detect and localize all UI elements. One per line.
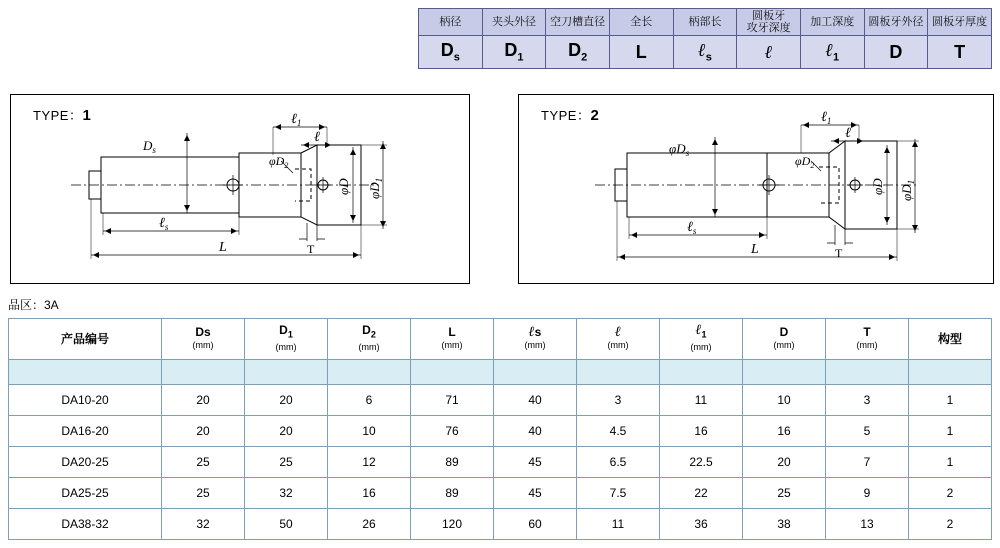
table-row[interactable] [9, 447, 992, 478]
spacer-cell [577, 360, 660, 385]
legend-header-row [419, 9, 992, 36]
col-d2: $D_2$ (mm) [328, 319, 411, 360]
dim-label-phid1: $\varphi D_1$ [899, 179, 916, 201]
legend-symbol-ell1: ℓ$_1$ [800, 36, 864, 69]
legend-symbol-ls: ℓ$_s$ [673, 36, 737, 69]
cell-type: 1 [909, 416, 992, 447]
col-product-code: 产品编号 [9, 319, 162, 360]
dim-label-phids: $\varphi D_s$ [669, 141, 690, 158]
cell-t: 9 [826, 478, 909, 509]
legend-header-chuck-od: 夹头外径 [482, 9, 546, 36]
col-ell1: ℓ$_1$ (mm) [660, 319, 743, 360]
cell-d1: 20 [245, 416, 328, 447]
cell-d: 16 [743, 416, 826, 447]
legend-symbol-d1: $D_1$ [482, 36, 546, 69]
spacer-cell [9, 360, 162, 385]
cell-ls: 40 [494, 416, 577, 447]
legend-header-machining-depth: 加工深度 [800, 9, 864, 36]
dim-label-l: ℓ [845, 126, 851, 141]
cell-product-code: DA38-32 [9, 509, 162, 540]
cell-ls: 40 [494, 385, 577, 416]
col-d1: $D_1$ (mm) [245, 319, 328, 360]
col-type: 构型 [909, 319, 992, 360]
cell-ell: 4.5 [577, 416, 660, 447]
dim-label-l: ℓ [314, 130, 320, 145]
cell-ell: 7.5 [577, 478, 660, 509]
cell-product-code: DA10-20 [9, 385, 162, 416]
product-zone-caption: 品区：3A [8, 298, 59, 312]
panel-title-type2: TYPE：2 [541, 107, 600, 124]
cell-ell: 6.5 [577, 447, 660, 478]
cell-l: 89 [411, 478, 494, 509]
dim-label-phid2: $\varphi D_2$ [269, 154, 289, 170]
cell-product-code: DA16-20 [9, 416, 162, 447]
spacer-cell [494, 360, 577, 385]
cell-d1: 20 [245, 385, 328, 416]
spacer-cell [826, 360, 909, 385]
table-row[interactable] [9, 416, 992, 447]
legend-table [418, 8, 992, 69]
legend-header-shank-dia: 柄径 [419, 9, 483, 36]
cell-type: 2 [909, 478, 992, 509]
dim-label-T: T [835, 246, 843, 260]
col-ls: ℓs (mm) [494, 319, 577, 360]
cell-d2: 6 [328, 385, 411, 416]
cell-l: 89 [411, 447, 494, 478]
dim-label-L: L [219, 240, 227, 255]
spacer-cell [328, 360, 411, 385]
dim-label-phid: φD [870, 178, 885, 195]
dim-label-phid2: $\varphi D_2$ [795, 154, 815, 170]
table-row[interactable] [9, 385, 992, 416]
dim-label-l1: ℓ$_1$ [291, 112, 302, 128]
dim-label-phid: φD [336, 178, 351, 195]
legend-symbol-row [419, 36, 992, 69]
legend-header-relief-dia: 空刀槽直径 [546, 9, 610, 36]
legend-symbol-ell: ℓ [737, 36, 801, 69]
cell-ds: 32 [162, 509, 245, 540]
cell-d1: 50 [245, 509, 328, 540]
cell-l: 76 [411, 416, 494, 447]
panel-title-type1: TYPE：1 [33, 107, 92, 124]
cell-l: 71 [411, 385, 494, 416]
spacer-cell [660, 360, 743, 385]
dim-label-L: L [751, 242, 759, 257]
col-ell: ℓ (mm) [577, 319, 660, 360]
cell-t: 13 [826, 509, 909, 540]
cell-type: 2 [909, 509, 992, 540]
dim-label-ls: ℓ$_s$ [687, 220, 697, 236]
spacer-cell [245, 360, 328, 385]
dim-label-ls: ℓ$_s$ [159, 216, 169, 232]
dim-label-T: T [307, 242, 315, 256]
spacer-cell [743, 360, 826, 385]
table-spacer-row [9, 360, 992, 385]
cell-t: 7 [826, 447, 909, 478]
cell-ls: 45 [494, 447, 577, 478]
drawing-panel-type1 [10, 94, 470, 284]
legend-symbol-d2: $D_2$ [546, 36, 610, 69]
cell-ell: 3 [577, 385, 660, 416]
legend-header-total-length: 全长 [609, 9, 673, 36]
specification-table [8, 318, 992, 540]
cell-type: 1 [909, 385, 992, 416]
cell-d: 38 [743, 509, 826, 540]
dim-label-l1: ℓ$_1$ [821, 110, 832, 126]
cell-d2: 26 [328, 509, 411, 540]
cell-type: 1 [909, 447, 992, 478]
legend-header-die-thread-depth: 圆板牙 攻牙深度 [737, 9, 801, 36]
cell-ell1: 36 [660, 509, 743, 540]
legend-symbol-d: D [864, 36, 928, 69]
cell-d: 25 [743, 478, 826, 509]
cell-d2: 10 [328, 416, 411, 447]
table-header-row [9, 319, 992, 360]
dim-label-phid1: $\varphi D_1$ [367, 177, 384, 199]
cell-ell1: 22 [660, 478, 743, 509]
drawing-type2 [519, 95, 993, 283]
col-ds: Ds (mm) [162, 319, 245, 360]
legend-header-die-od: 圆板牙外径 [864, 9, 928, 36]
cell-ls: 60 [494, 509, 577, 540]
cell-ell1: 22.5 [660, 447, 743, 478]
cell-l: 120 [411, 509, 494, 540]
spacer-cell [162, 360, 245, 385]
legend-symbol-l: L [609, 36, 673, 69]
cell-d2: 16 [328, 478, 411, 509]
legend-header-die-thickness: 圆板牙厚度 [928, 9, 992, 36]
col-t: T (mm) [826, 319, 909, 360]
cell-d: 20 [743, 447, 826, 478]
cell-product-code: DA20-25 [9, 447, 162, 478]
cell-ell1: 16 [660, 416, 743, 447]
col-l: L (mm) [411, 319, 494, 360]
cell-t: 5 [826, 416, 909, 447]
legend-symbol-ds: $D_s$ [419, 36, 483, 69]
cell-d1: 32 [245, 478, 328, 509]
spacer-cell [411, 360, 494, 385]
cell-ell1: 11 [660, 385, 743, 416]
dim-label-ds: $D_s$ [143, 138, 156, 155]
spacer-cell [909, 360, 992, 385]
cell-product-code: DA25-25 [9, 478, 162, 509]
table-row[interactable] [9, 478, 992, 509]
legend-symbol-t: T [928, 36, 992, 69]
drawing-type1 [11, 95, 469, 283]
cell-d: 10 [743, 385, 826, 416]
cell-d1: 25 [245, 447, 328, 478]
cell-ds: 20 [162, 416, 245, 447]
cell-ds: 20 [162, 385, 245, 416]
table-row[interactable] [9, 509, 992, 540]
drawing-panel-type2 [518, 94, 994, 284]
cell-ds: 25 [162, 478, 245, 509]
cell-t: 3 [826, 385, 909, 416]
col-d: D (mm) [743, 319, 826, 360]
cell-ls: 45 [494, 478, 577, 509]
cell-ell: 11 [577, 509, 660, 540]
cell-ds: 25 [162, 447, 245, 478]
cell-d2: 12 [328, 447, 411, 478]
legend-header-shank-length: 柄部长 [673, 9, 737, 36]
